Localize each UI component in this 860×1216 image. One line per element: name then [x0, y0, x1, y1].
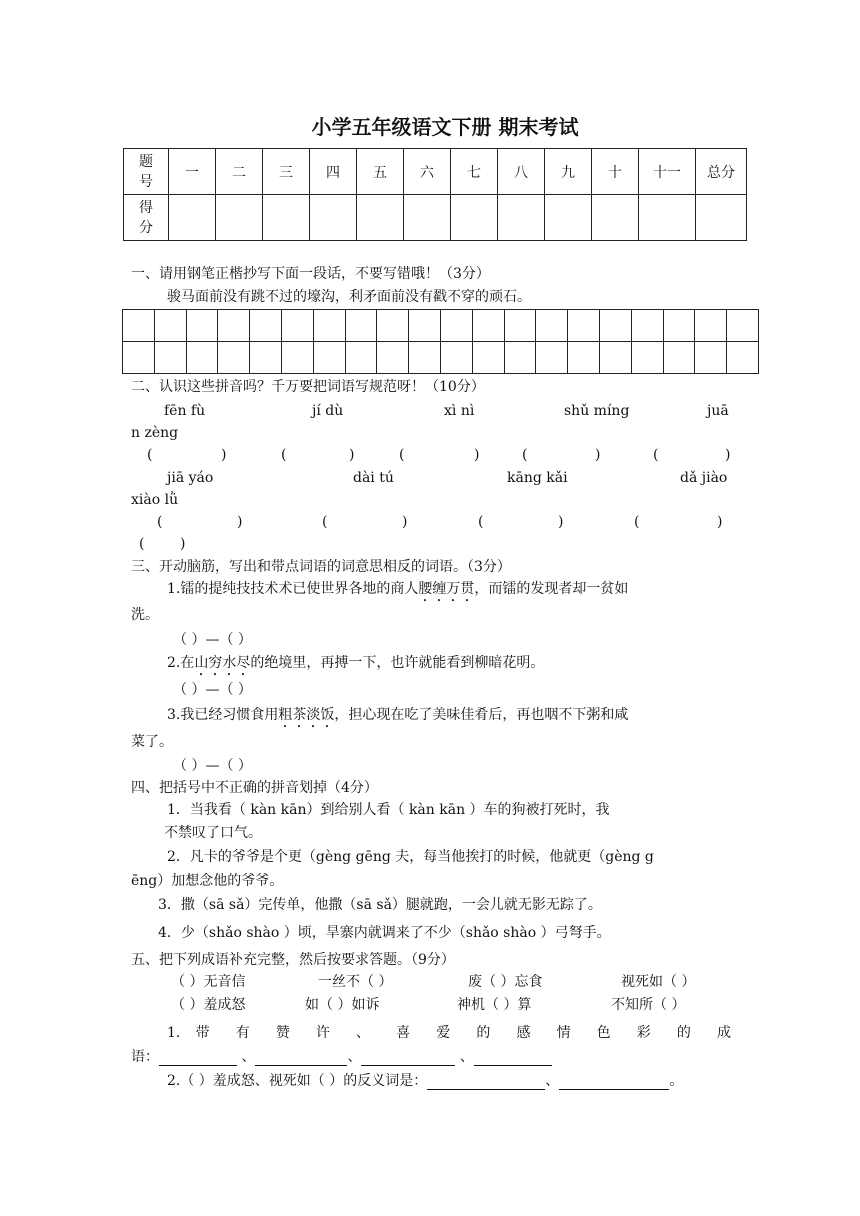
grid-cell[interactable]	[123, 342, 155, 374]
score-col-9: 九	[545, 149, 592, 195]
score-col-5: 五	[357, 149, 404, 195]
pinyin-8: kāng kǎi	[507, 470, 568, 486]
pinyin-9: dǎ jiào	[680, 470, 728, 486]
score-col-11: 十一	[639, 149, 696, 195]
writing-grid[interactable]	[122, 309, 759, 374]
q1-sentence: 骏马面前没有跳不过的壕沟，利矛面前没有戳不穿的顽石。	[167, 289, 531, 305]
grid-cell[interactable]	[345, 342, 377, 374]
q3-answer-1[interactable]: （ ）—（ ）	[173, 632, 252, 648]
score-cell[interactable]	[545, 195, 592, 241]
score-row-label: 得 分	[124, 195, 169, 241]
q4-item-4[interactable]: 4．少（shǎo shào ）顷，旱寨内就调来了不少（shǎo shào ）弓弩手。	[158, 925, 611, 941]
score-cell[interactable]	[357, 195, 404, 241]
score-cell[interactable]	[592, 195, 639, 241]
q3-sentence-3: 3.我已经习惯食用粗茶淡饭，担心现在吃了美味佳肴后，再也咽不下粥和咸	[167, 707, 629, 723]
grid-cell[interactable]	[123, 310, 155, 342]
grid-cell[interactable]	[631, 310, 663, 342]
score-col-total: 总分	[696, 149, 747, 195]
grid-cell[interactable]	[472, 310, 504, 342]
score-col-4: 四	[310, 149, 357, 195]
grid-cell[interactable]	[281, 342, 313, 374]
score-col-6: 六	[404, 149, 451, 195]
grid-cell[interactable]	[186, 310, 218, 342]
grid-cell[interactable]	[250, 342, 282, 374]
q4-heading: 四、把括号中不正确的拼音划掉（4分）	[131, 780, 378, 796]
score-cell[interactable]	[310, 195, 357, 241]
page-title: 小学五年级语文下册 期末考试	[311, 115, 579, 139]
pinyin-2: jí dù	[312, 403, 344, 419]
grid-cell[interactable]	[377, 342, 409, 374]
answer-blank[interactable]	[559, 1073, 669, 1090]
grid-cell[interactable]	[313, 342, 345, 374]
q4-item-3[interactable]: 3．撒（sā sǎ）完传单，他撒（sā sǎ）腿就跑，一会儿就无影无踪了。	[158, 897, 602, 913]
score-col-2: 二	[216, 149, 263, 195]
idiom-7[interactable]: 神机（ ）算	[457, 997, 532, 1013]
grid-cell[interactable]	[440, 310, 472, 342]
q3-sentence-2: 2.在山穷水尽的绝境里，再搏一下，也许就能看到柳暗花明。	[167, 655, 545, 671]
grid-cell[interactable]	[727, 310, 759, 342]
pinyin-3: xì nì	[444, 403, 475, 419]
pinyin-6: jiā yáo	[167, 470, 214, 486]
grid-cell[interactable]	[599, 342, 631, 374]
idiom-8[interactable]: 不知所（ ）	[611, 997, 686, 1013]
grid-cell[interactable]	[727, 342, 759, 374]
answer-blank[interactable]	[159, 1049, 237, 1066]
score-col-1: 一	[169, 149, 216, 195]
score-cell[interactable]	[169, 195, 216, 241]
grid-cell[interactable]	[631, 342, 663, 374]
grid-cell[interactable]	[472, 342, 504, 374]
grid-cell[interactable]	[568, 342, 600, 374]
q3-heading: 三、开动脑筋，写出和带点词语的词意思相反的词语。（3分）	[131, 559, 511, 575]
score-col-3: 三	[263, 149, 310, 195]
q5-heading: 五、把下列成语补充完整，然后按要求答题。（9分）	[131, 952, 455, 968]
answer-blank[interactable]	[474, 1049, 552, 1066]
q5-ask-2[interactable]: 2.（ ）羞成怒、视死如（ ）的反义词是： 、 。	[167, 1073, 684, 1089]
q3-answer-2[interactable]: （ ）—（ ）	[173, 682, 252, 698]
q5-ask-1: 1. 带 有 赞 许 、 喜 爱 的 感 情 色 彩 的 成	[167, 1025, 731, 1041]
q3-answer-3[interactable]: （ ）—（ ）	[173, 758, 252, 774]
pinyin-5: juā	[707, 403, 729, 419]
grid-cell[interactable]	[218, 310, 250, 342]
grid-cell[interactable]	[504, 310, 536, 342]
answer-blank[interactable]	[361, 1049, 455, 1066]
grid-cell[interactable]	[536, 342, 568, 374]
q3-sentence-3-wrap: 菜了。	[131, 734, 173, 750]
grid-cell[interactable]	[250, 310, 282, 342]
grid-cell[interactable]	[440, 342, 472, 374]
q3-sentence-1-wrap: 洗。	[131, 607, 159, 623]
grid-cell[interactable]	[536, 310, 568, 342]
score-cell[interactable]	[639, 195, 696, 241]
idiom-4[interactable]: 视死如（ ）	[621, 974, 696, 990]
q4-item-2-wrap: ēng）加想念他的爷爷。	[131, 873, 284, 889]
q2-heading: 二、认识这些拼音吗？千万要把词语写规范呀！（10分）	[131, 379, 485, 395]
idiom-1[interactable]: （ ）无音信	[171, 974, 246, 990]
answer-blank[interactable]	[255, 1049, 347, 1066]
q4-item-1-wrap: 不禁叹了口气。	[164, 825, 262, 841]
q5-ask-1-line[interactable]: 语： 、 、 、	[131, 1048, 552, 1066]
grid-cell[interactable]	[154, 310, 186, 342]
score-col-7: 七	[451, 149, 498, 195]
answer-blank[interactable]	[427, 1073, 545, 1090]
q1-heading: 一、请用钢笔正楷抄写下面一段话，不要写错哦！（3分）	[131, 266, 490, 282]
idiom-3[interactable]: 废（ ）忘食	[468, 974, 543, 990]
grid-cell[interactable]	[186, 342, 218, 374]
grid-cell[interactable]	[663, 310, 695, 342]
grid-cell[interactable]	[504, 342, 536, 374]
pinyin-7: dài tú	[353, 470, 394, 486]
grid-cell[interactable]	[409, 310, 441, 342]
score-cell[interactable]	[696, 195, 747, 241]
score-col-8: 八	[498, 149, 545, 195]
pinyin-5-wrap: n zèng	[131, 425, 179, 441]
grid-cell[interactable]	[345, 310, 377, 342]
score-cell[interactable]	[404, 195, 451, 241]
score-table	[123, 148, 747, 241]
q4-item-1[interactable]: 1．当我看（ kàn kān）到给别人看（ kàn kān ）车的狗被打死时，我	[167, 802, 610, 818]
pinyin-10: xiào lǜ	[131, 492, 179, 508]
grid-cell[interactable]	[154, 342, 186, 374]
grid-cell[interactable]	[313, 310, 345, 342]
pinyin-1: fēn fù	[164, 403, 206, 419]
score-cell[interactable]	[216, 195, 263, 241]
idiom-6[interactable]: 如（ ）如诉	[305, 997, 380, 1013]
idiom-2[interactable]: 一丝不（ ）	[318, 974, 393, 990]
score-cell[interactable]	[498, 195, 545, 241]
q4-item-2[interactable]: 2．凡卡的爷爷是个更（gèng gēng 夫，每当他挨打的时候，他就更（gèng g	[167, 849, 654, 865]
grid-cell[interactable]	[695, 342, 727, 374]
grid-cell[interactable]	[281, 310, 313, 342]
idiom-5[interactable]: （ ）羞成怒	[171, 997, 246, 1013]
q3-sentence-1: 1.镭的提纯技技术术已使世界各地的商人腰缠万贯，而镭的发现者却一贫如	[167, 581, 629, 597]
grid-cell[interactable]	[663, 342, 695, 374]
grid-cell[interactable]	[599, 310, 631, 342]
pinyin-4: shǔ míng	[564, 403, 630, 419]
grid-cell[interactable]	[409, 342, 441, 374]
grid-cell[interactable]	[377, 310, 409, 342]
score-cell[interactable]	[451, 195, 498, 241]
score-header-label: 题 号	[124, 149, 169, 195]
score-cell[interactable]	[263, 195, 310, 241]
grid-cell[interactable]	[568, 310, 600, 342]
grid-cell[interactable]	[695, 310, 727, 342]
grid-cell[interactable]	[218, 342, 250, 374]
score-col-10: 十	[592, 149, 639, 195]
